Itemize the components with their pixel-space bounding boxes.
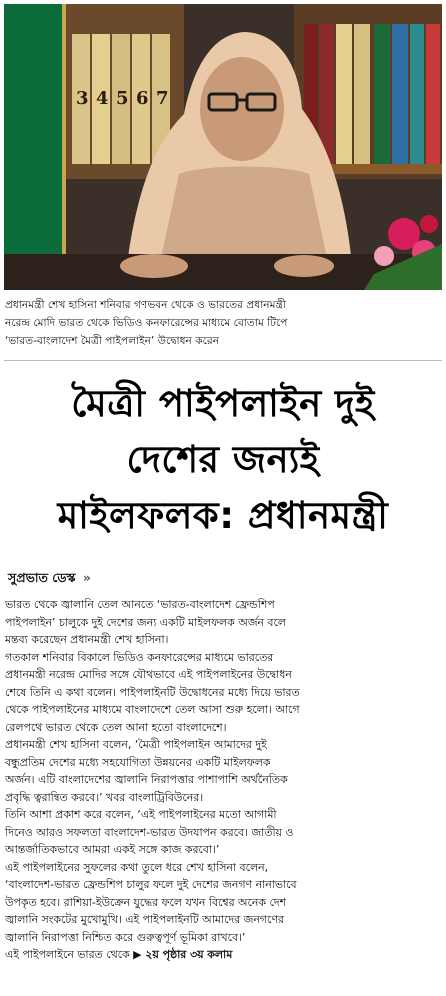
flag bbox=[4, 4, 66, 290]
caption-line: নরেন্দ্র মোদি ভারত থেকে ভিডিও কনফারেন্সের মাধ্যমে বোতাম টিপে bbox=[5, 317, 288, 329]
headline-line: মাইলফলক: প্রধানমন্ত্রী bbox=[57, 494, 389, 537]
continuation-link[interactable]: ▶ ২য় পৃষ্ঠার ৩য় কলাম bbox=[133, 948, 233, 961]
body-line: ভারত থেকে জ্বালানি তেল আনতে ‘ভারত-বাংলাদেশ ফ্রেন্ডশিপ bbox=[5, 598, 275, 611]
photo-caption bbox=[5, 296, 441, 350]
book-number: 4 bbox=[96, 88, 109, 109]
headline-line: দেশের জন্যই bbox=[126, 438, 320, 481]
chevron-right-icon: » bbox=[82, 570, 91, 585]
book-number: 7 bbox=[156, 88, 169, 109]
book-number: 5 bbox=[116, 88, 129, 109]
desk-byline bbox=[8, 570, 91, 590]
body-line: প্রধানমন্ত্রী শেখ হাসিনা বলেন, ‘মৈত্রী পাইপলাইন আমাদের দুই bbox=[5, 738, 267, 751]
caption-line: প্রধানমন্ত্রী শেখ হাসিনা শনিবার গণভবন থেকে ও ভারতের প্রধানমন্ত্রী bbox=[5, 299, 286, 311]
body-line: শেষে তিনি এ কথা বলেন। পাইপলাইনটি উদ্বোধনের মধ্যে দিয়ে ভারত bbox=[5, 685, 300, 699]
body-line: পাইপলাইন’ চালুকে দুই দেশের জন্য একটি মাইলফলক অর্জন বলে bbox=[5, 615, 286, 629]
body-line: প্রধানমন্ত্রী নরেন্দ্র মোদির সঙ্গে যৌথভাবে এই পাইপলাইনের উদ্বোধন bbox=[5, 668, 292, 681]
body-line: জ্বালানি নিরাপত্তা নিশ্চিত করে গুরুত্বপূর্ণ ভূমিকা রাখবে।’ bbox=[5, 930, 246, 944]
body-line: বন্ধুপ্রতিম দেশের মধ্যে সহযোগিতা উন্নয়নের একটি মাইলফলক bbox=[5, 755, 271, 769]
body-line: দিনেও আরও সফলতা বাংলাদেশ-ভারত উদযাপন করবে। জাতীয় ও bbox=[5, 825, 294, 839]
article-body bbox=[5, 596, 441, 964]
body-line: আন্তর্জাতিকভাবে আমরা একই সঙ্গে কাজ করবো।’ bbox=[5, 843, 220, 856]
body-line: রেলপথে ভারত থেকে তেল আনা হতো বাংলাদেশে। bbox=[5, 720, 227, 734]
book-number: 3 bbox=[76, 88, 89, 109]
body-last-line bbox=[5, 946, 441, 964]
body-line: থেকে পাইপলাইনের মাধ্যমে বাংলাদেশে তেল আসা শুরু হলো। আগে bbox=[5, 703, 300, 716]
body-line: অর্জন। এটি বাংলাদেশের জ্বালানি নিরাপত্তার পাশাপাশি অর্থনৈতিক bbox=[5, 773, 288, 786]
body-line: জ্বালানি সংকটের মুখোমুখি। এই পাইপলাইনটি আমাদের জনগণের bbox=[5, 913, 284, 926]
body-line: ‘বাংলাদেশ-ভারত ফ্রেন্ডশিপ চালুর ফলে দুই দেশের জনগণ নানাভাবে bbox=[5, 878, 297, 891]
desk-name: সুপ্রভাত ডেস্ক bbox=[8, 570, 76, 585]
headline bbox=[0, 376, 446, 544]
body-line: এই পাইপলাইনের সুফলের কথা তুলে ধরে শেখ হাসিনা বলেন, bbox=[5, 860, 269, 874]
body-line: প্রবৃদ্ধি ত্বরান্বিত করবে।’ খবর বাংলাট্রিবিউনের। bbox=[5, 790, 204, 804]
headline-line: মৈত্রী পাইপলাইন দুই bbox=[71, 382, 375, 425]
body-line: উপকৃত হবে। রাশিয়া-ইউক্রেন যুদ্ধের ফলে যখন বিশ্বের অনেক দেশ bbox=[5, 895, 287, 909]
body-line: তিনি আশা প্রকাশ করে বলেন, ‘এই পাইপলাইনের মতো আগামী bbox=[5, 808, 277, 821]
divider bbox=[4, 360, 442, 361]
body-line: এই পাইপলাইনে ভারত থেকে bbox=[5, 948, 130, 961]
body-line: মন্তব্য করেছেন প্রধানমন্ত্রী শেখ হাসিনা। bbox=[5, 633, 169, 646]
caption-line: ‘ভারত-বাংলাদেশ মৈত্রী পাইপলাইন’ উদ্বোধন করেন bbox=[5, 335, 220, 347]
photo-illustration bbox=[4, 4, 442, 290]
book-number: 6 bbox=[136, 88, 149, 109]
body-line: গতকাল শনিবার বিকালে ভিডিও কনফারেন্সের মাধ্যমে ভারতের bbox=[5, 650, 274, 664]
lead-photo bbox=[4, 4, 442, 290]
